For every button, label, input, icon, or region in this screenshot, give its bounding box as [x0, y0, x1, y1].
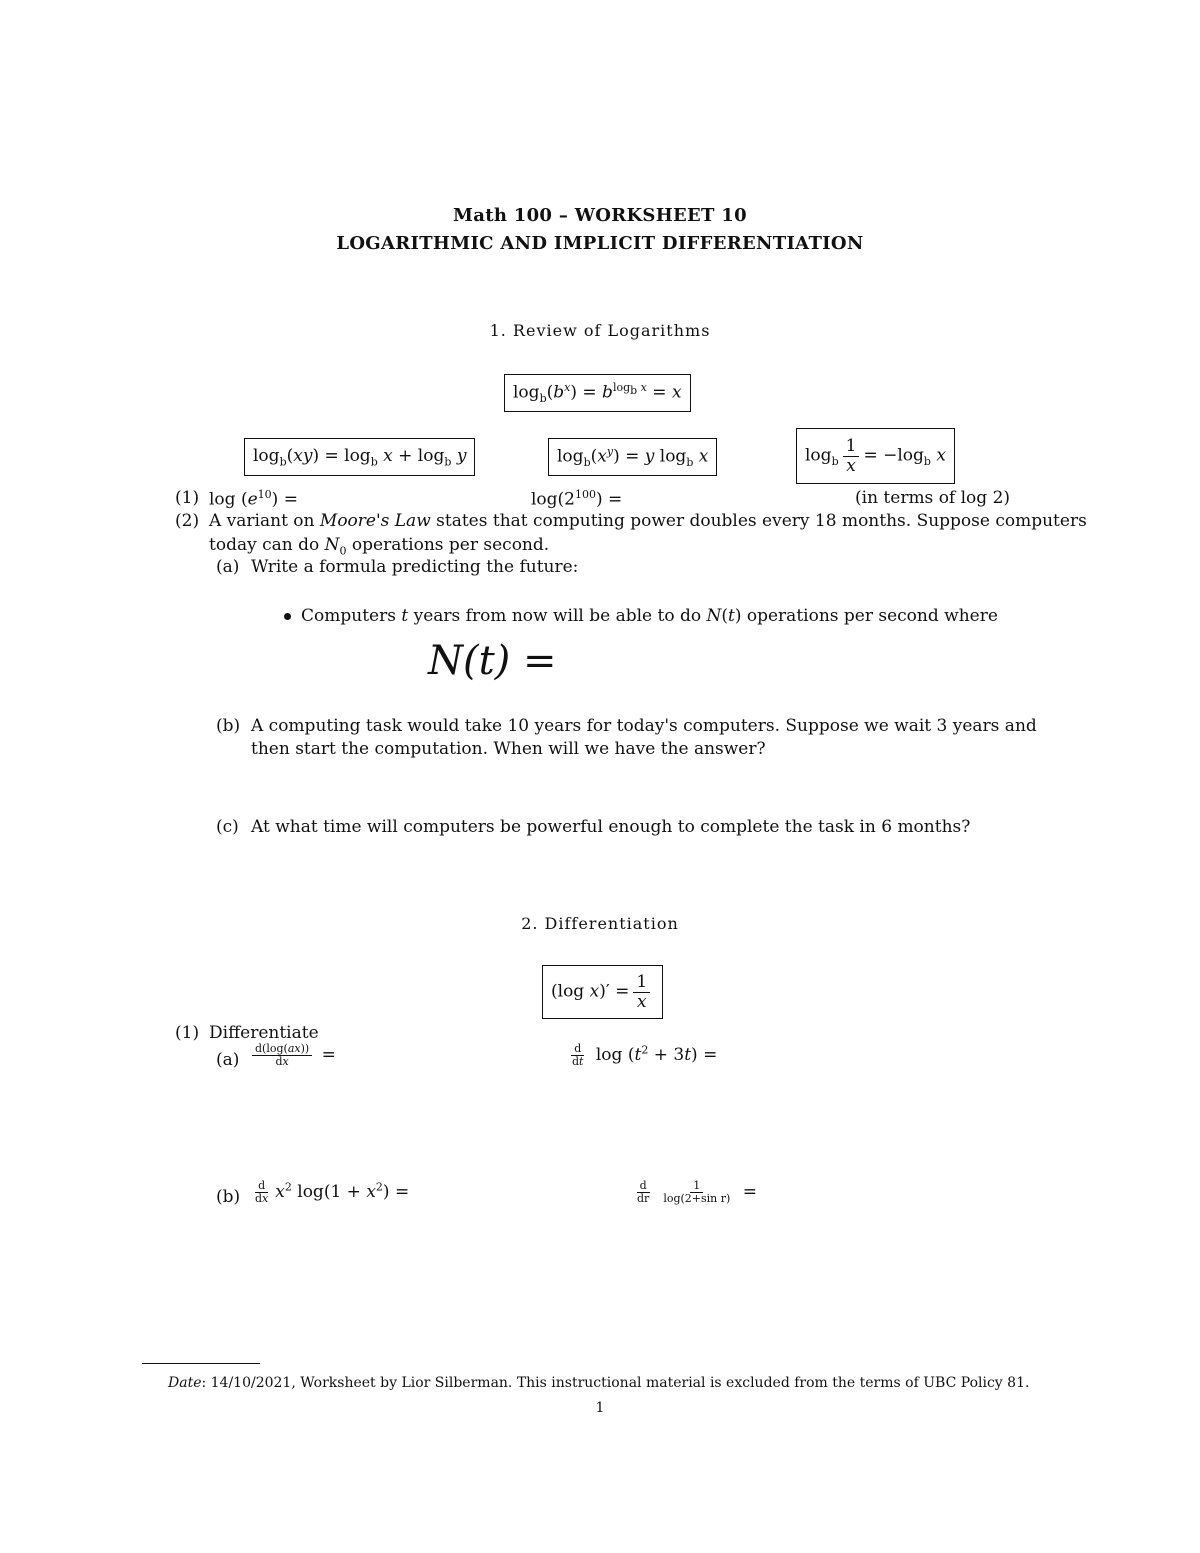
worksheet-title: Math 100 – WORKSHEET 10	[453, 205, 747, 226]
question-2b-line1: A computing task would take 10 years for today's computers. Suppose we wait 3 years and	[251, 716, 1037, 736]
identity-box-reciprocal	[796, 428, 955, 484]
page-number: 1	[595, 1400, 605, 1416]
question-1c-note: (in terms of log 2)	[855, 488, 1011, 508]
worksheet-subtitle: LOGARITHMIC AND IMPLICIT DIFFERENTIATION	[336, 233, 864, 254]
differentiate-text: Differentiate	[209, 1023, 319, 1043]
question-2c-label: (c)	[216, 817, 239, 837]
footnote-text: : 14/10/2021, Worksheet by Lior Silberman. This instructional material is excluded from the terms of UBC Policy 81.	[201, 1375, 1030, 1391]
identity-box-main	[504, 374, 691, 412]
diff-a-left-expr: $\frac{d(\log(ax))}{dx}$ =	[248, 1043, 336, 1068]
diff-a-right-expr: $\frac{d}{dt}$ $\log (t^2 + 3t)$ =	[572, 1042, 718, 1069]
n-of-t-formula: N(t) =	[428, 638, 557, 684]
identity-derivative-formula: (log x)′ = $\frac{1}{x}$	[551, 973, 654, 1011]
footnote-rule	[142, 1363, 260, 1364]
question-2-text	[209, 511, 1087, 531]
question-1-label: (1)	[175, 488, 200, 508]
identity-product-formula: $\log_b(xy) = \log_b x + \log_b y$	[253, 445, 467, 469]
footnote	[168, 1375, 1029, 1391]
question-2c-text: At what time will computers be powerful enough to complete the task in 6 months?	[251, 817, 971, 837]
identity-reciprocal-formula: $\log_b$ $\frac{1}{x}$ = $-\log_b$ x	[805, 435, 946, 476]
identity-box-derivative	[542, 965, 663, 1019]
identity-main-formula: $\log_b(b^x) = b^{log_b x} = x$	[513, 380, 682, 406]
identity-power-formula: $\log_b(x^y) = y$ $\log_b x$	[557, 444, 709, 470]
bullet-item	[284, 606, 998, 626]
diff-b-label: (b)	[216, 1187, 241, 1207]
section-1-heading: 1. Review of Logarithms	[489, 321, 711, 340]
moores-law-emphasis: Moore's Law	[319, 511, 431, 531]
differentiate-label: (1)	[175, 1023, 200, 1043]
diff-a-label: (a)	[216, 1050, 240, 1070]
question-1a-prompt: $\log (e^{10})$ =	[209, 488, 298, 510]
section-2-heading: 2. Differentiation	[521, 914, 679, 933]
diff-b-right-expr: $\frac{d}{dr}$ $\frac{1}{\text{log(2+sin r)}}$ =	[637, 1179, 757, 1206]
identity-box-power	[548, 438, 717, 476]
question-2-label: (2)	[175, 511, 200, 531]
question-1b-prompt: $\log(2^{100})$ =	[531, 488, 623, 510]
question-2a-label: (a)	[216, 557, 240, 577]
question-2-text-line2: today can do $N_0$ operations per second.	[209, 535, 550, 558]
question-2a-text: Write a formula predicting the future:	[251, 557, 579, 577]
identity-box-product	[244, 438, 475, 476]
question-2b-line2: then start the computation. When will we have the answer?	[251, 739, 766, 759]
q2-text-post: states that computing power doubles every 18 months. Suppose computers	[436, 511, 1087, 531]
bullet-text: Computers t years from now will be able to do N(t) operations per second where	[301, 606, 998, 626]
question-2b-label: (b)	[216, 716, 241, 736]
diff-b-left-expr: $\frac{d}{dx}$ $x^2$ $\log(1 + x^2)$ =	[255, 1179, 410, 1206]
bullet-icon	[284, 613, 291, 620]
footnote-date-label: Date	[168, 1375, 202, 1391]
q2-text-pre: A variant on	[209, 511, 315, 531]
